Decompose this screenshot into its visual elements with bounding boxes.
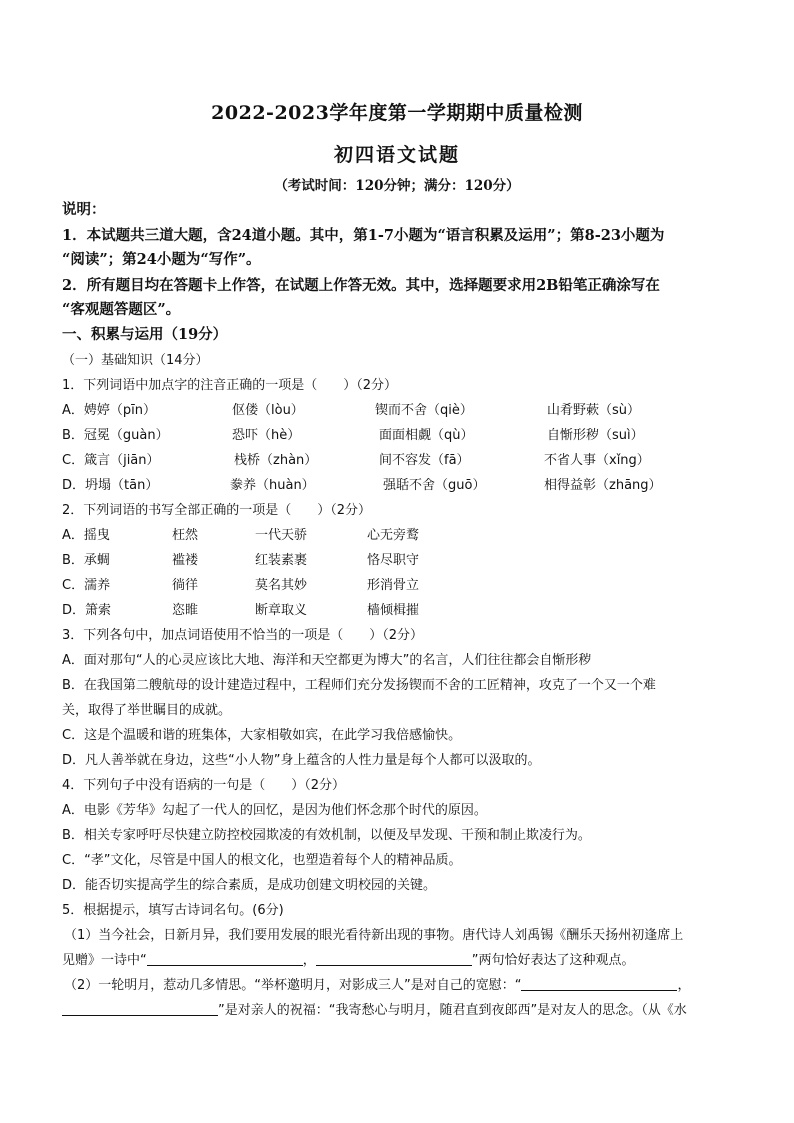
q5-part-2-cont [62,999,687,1018]
instructions-label: 说明： [62,201,106,218]
q4-option-d: D．能否切实提高学生的综合素质，是成功创建文明校园的关键。 [62,878,437,893]
q1-option-d-3: 强聒不舍（guō） [383,478,486,493]
exam-info: （考试时间：120分钟；满分：120分） [274,178,520,194]
q1-option-b-2: 恐吓（hè） [232,428,301,443]
q2-option-b-1: B．承蜩 [62,553,110,568]
q3-option-a: A．面对那句“人的心灵应该比大地、海洋和天空都更为博大”的名言，人们往往都会自惭形秽 [62,653,592,668]
instruction-item-2-cont: “客观题答题区”。 [62,301,181,318]
q5-part-2-text-c: ”是对亲人的祝福：“我寄愁心与明月，随君直到夜郎西”是对友人的思念。（从《水 [218,1003,687,1018]
q2-option-d-3: 断章取义 [255,603,308,618]
answer-blank-1[interactable] [147,951,303,966]
q1-option-b-3: 面面相觑（qù） [379,428,474,443]
sub-section-heading: （一）基础知识（14分） [62,353,209,368]
exam-title: 2022-2023学年度第一学期期中质量检测 [211,102,583,124]
q1-option-b-4: 自惭形秽（suì） [547,428,644,443]
q1-option-c-4: 不省人事（xǐng） [544,453,650,468]
q1-option-d-2: 豢养（huàn） [230,478,315,493]
q1-option-c-2: 栈桥（zhàn） [234,453,318,468]
q1-option-b-1: B．冠冕（guàn） [62,428,169,443]
q1-option-a-4: 山肴野蔌（sù） [547,403,641,418]
answer-blank-3[interactable] [521,976,677,991]
q2-option-a-3: 一代天骄 [255,528,308,543]
q5-part-2 [64,974,691,993]
q5-part-2-text-a: （2）一轮明月，惹动几多情思。“举杯邀明月，对影成三人”是对自己的宽慰：“ [64,978,522,993]
question-4-stem: 4．下列句子中没有语病的一句是（ ）（2分） [62,778,346,793]
instruction-item-2: 2．所有题目均在答题卡上作答，在试题上作答无效。其中，选择题要求用2B铅笔正确涂写在 [62,277,660,294]
q2-option-a-4: 心无旁鹜 [367,528,420,543]
question-2-stem: 2．下列词语的书写全部正确的一项是（ ）（2分） [62,503,372,518]
q2-option-a-2: 枉然 [172,528,199,543]
q4-option-a: A．电影《芳华》勾起了一代人的回忆，是因为他们怀念那个时代的原因。 [62,803,487,818]
question-5-stem: 5．根据提示，填写古诗词名句。(6分) [62,903,284,918]
q2-option-c-3: 莫名其妙 [255,578,308,593]
q5-part-1-text-c: ”两句恰好表达了这种观点。 [471,953,635,968]
section-heading: 一、积累与运用（19分） [62,326,228,343]
instruction-item-1-cont: “阅读”；第24小题为“写作”。 [62,251,261,268]
q1-option-c-1: C．箴言（jiān） [62,453,160,468]
instruction-item-1: 1．本试题共三道大题，含24道小题。其中，第1-7小题为“语言积累及运用”；第8-23小题为 [62,227,665,244]
q2-option-d-1: D．箫索 [62,603,112,618]
q2-option-c-1: C．濡养 [62,578,111,593]
q3-option-c: C．这是个温暖和谐的班集体，大家相敬如宾，在此学习我倍感愉快。 [62,728,462,743]
answer-blank-2[interactable] [316,951,472,966]
q2-option-b-4: 恪尽职守 [367,553,420,568]
question-1-stem: 1．下列词语中加点字的注音正确的一项是（ ）（2分） [62,378,398,393]
q5-part-2-text-b: ， [677,978,691,993]
q2-option-b-2: 褴褛 [172,553,199,568]
q2-option-c-2: 徜徉 [172,578,199,593]
q5-part-1-text-b: ， [302,953,316,968]
q5-part-1-text-a: 见赠》一诗中“ [62,953,147,968]
q3-option-b-cont: 关，取得了举世瞩目的成就。 [62,703,232,718]
q1-option-a-2: 伛偻（lòu） [232,403,304,418]
q1-option-a-3: 锲而不舍（qiè） [375,403,473,418]
question-3-stem: 3．下列各句中，加点词语使用不恰当的一项是（ ）（2分） [62,628,424,643]
q4-option-c: C．“孝”文化，尽管是中国人的根文化，也塑造着每个人的精神品质。 [62,853,462,868]
q5-part-1: （1）当今社会，日新月异，我们要用发展的眼光看待新出现的事物。唐代诗人刘禹锡《酬乐天扬州初逢席上 [64,928,684,943]
q2-option-c-4: 形消骨立 [367,578,420,593]
q1-option-c-3: 间不容发（fā） [379,453,470,468]
q2-option-b-3: 红装素裹 [255,553,308,568]
q2-option-d-4: 樯倾楫摧 [367,603,420,618]
q3-option-d: D．凡人善举就在身边，这些“小人物”身上蕴含的人性力量是每个人都可以汲取的。 [62,753,541,768]
q3-option-b: B．在我国第二艘航母的设计建造过程中，工程师们充分发扬锲而不舍的工匠精神，攻克了一个又一个难 [62,678,656,693]
q1-option-d-1: D．坍塌（tān） [62,478,159,493]
exam-subject: 初四语文试题 [333,144,460,166]
answer-blank-4[interactable] [62,1001,218,1016]
q2-option-d-2: 恣睢 [172,603,199,618]
q4-option-b: B．相关专家呼吁尽快建立防控校园欺凌的有效机制，以便及早发现、干预和制止欺凌行为。 [62,828,591,843]
q1-option-d-4: 相得益彰（zhāng） [544,478,662,493]
q1-option-a-1: A．娉婷（pīn） [62,403,156,418]
q5-part-1-cont [62,949,635,968]
q2-option-a-1: A．摇曳 [62,528,110,543]
